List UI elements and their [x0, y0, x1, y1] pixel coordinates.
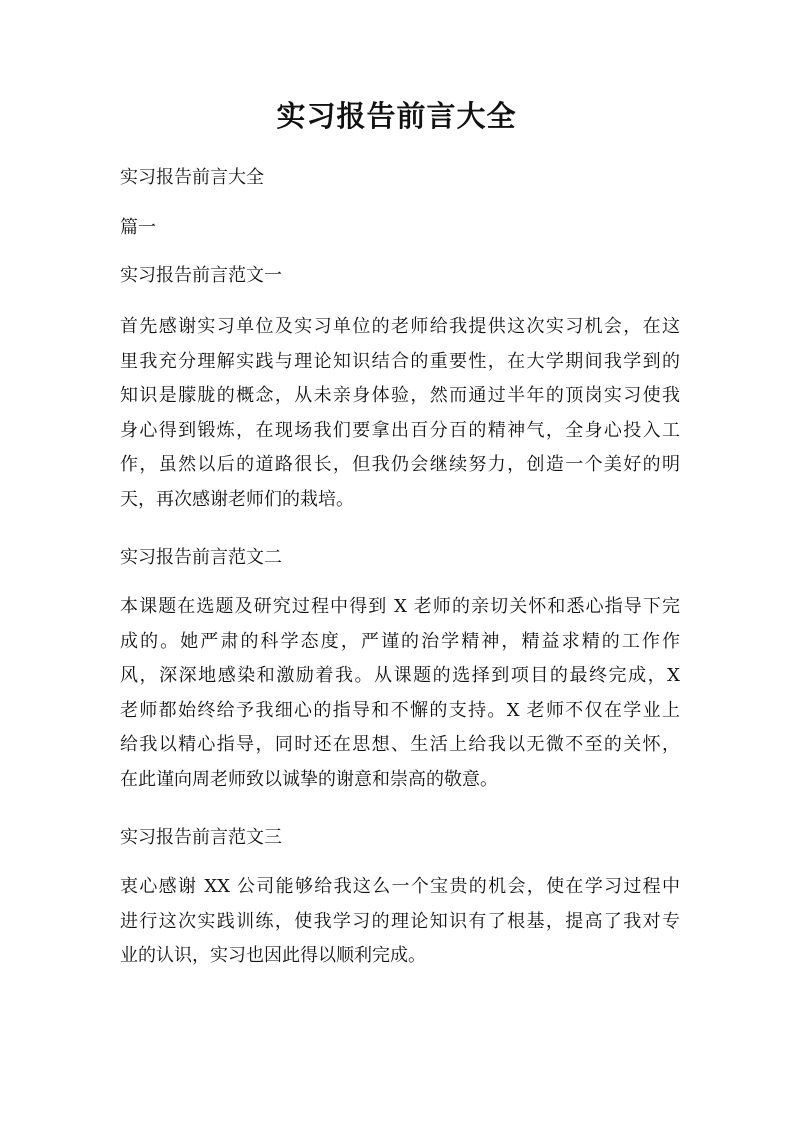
- document-title: 实习报告前言大全: [276, 99, 517, 133]
- body-line: 首先感谢实习单位及实习单位的老师给我提供这次实习机会，在这: [120, 316, 680, 337]
- section-heading-3: 实习报告前言范文三: [120, 827, 282, 848]
- section-body-2: [120, 590, 680, 798]
- body-line: 成的。她严肃的科学态度，严谨的治学精神，精益求精的工作作: [120, 630, 680, 652]
- section-heading-2: 实习报告前言范文二: [120, 547, 282, 568]
- body-line: 老师都始终给予我细心的指导和不懈的支持。X 老师不仅在学业上: [120, 699, 680, 721]
- body-line: 在此谨向周老师致以诚挚的谢意和崇高的敬意。: [120, 768, 498, 790]
- body-line: 衷心感谢 XX 公司能够给我这么一个宝贵的机会，使在学习过程中: [120, 876, 680, 897]
- body-line: 业的认识，实习也因此得以顺利完成。: [120, 945, 426, 967]
- section-body-3: [120, 870, 680, 974]
- body-line: 本课题在选题及研究过程中得到 X 老师的亲切关怀和悉心指导下完: [120, 596, 680, 617]
- body-line: 作，虽然以后的道路很长，但我仍会继续努力，创造一个美好的明: [120, 454, 680, 476]
- section-body-1: [120, 310, 680, 518]
- body-line: 天，再次感谢老师们的栽培。: [120, 488, 354, 510]
- body-line: 身心得到锻炼，在现场我们要拿出百分百的精神气，全身心投入工: [120, 419, 680, 441]
- body-line: 里我充分理解实践与理论知识结合的重要性，在大学期间我学到的: [120, 350, 680, 372]
- body-line: 风，深深地感染和激励着我。从课题的选择到项目的最终完成，X: [120, 665, 680, 687]
- part-label: 篇一: [120, 217, 156, 238]
- body-line: 进行这次实践训练，使我学习的理论知识有了根基，提高了我对专: [120, 910, 680, 932]
- body-line: 知识是朦胧的概念，从未亲身体验，然而通过半年的顶岗实习使我: [120, 385, 680, 407]
- document-subtitle: 实习报告前言大全: [120, 167, 264, 188]
- body-line: 给我以精心指导，同时还在思想、生活上给我以无微不至的关怀，: [120, 734, 680, 756]
- section-heading-1: 实习报告前言范文一: [120, 265, 282, 286]
